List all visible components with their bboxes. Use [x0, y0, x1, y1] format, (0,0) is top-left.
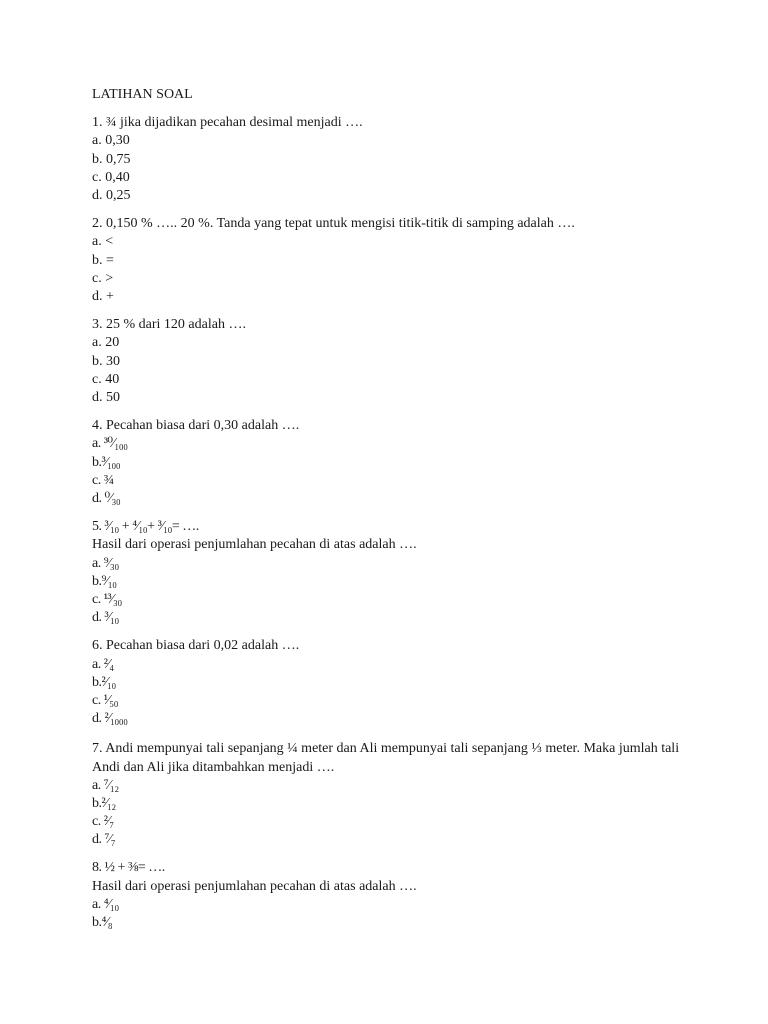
answer-option: b. = — [92, 252, 114, 268]
question-text: 2. 0,150 % ….. 20 %. Tanda yang tepat untuk mengisi titik-titik di samping adalah …. — [92, 216, 575, 232]
answer-option: b.²⁄₁₂ — [92, 795, 116, 811]
answer-option: a. ²⁄₄ — [92, 656, 114, 672]
question-text: 5. ³⁄₁₀ + ⁴⁄₁₀+ ³⁄₁₀= …. — [92, 519, 199, 535]
answer-option: a. ⁷⁄₁₂ — [92, 777, 119, 793]
question-text: 7. Andi mempunyai tali sepanjang ¼ meter dan Ali mempunyai tali sepanjang ⅓ meter. Maka jumlah tali Andi dan Ali jika ditambahkan menjadi …. — [92, 740, 680, 775]
question-text: 8. ½ + ⅜= …. — [92, 860, 165, 876]
question-8 — [92, 859, 692, 932]
answer-option: d. 0,25 — [92, 188, 131, 204]
answer-option: a. ⁹⁄₃₀ — [92, 555, 119, 571]
question-3 — [92, 316, 692, 407]
question-6 — [92, 637, 692, 728]
answer-option: b. 30 — [92, 353, 120, 369]
question-4 — [92, 417, 692, 508]
answer-option: d. ⁷⁄₇ — [92, 832, 116, 848]
answer-option: c. > — [92, 270, 114, 286]
document-content — [92, 86, 692, 932]
answer-option: b.³⁄₁₀₀ — [92, 454, 121, 470]
answer-option: a. 0,30 — [92, 133, 130, 149]
answer-option: d. ³⁄₁₀ — [92, 610, 119, 626]
answer-option: d. ²⁄₁₀₀₀ — [92, 711, 128, 727]
answer-option: a. ³⁰⁄₁₀₀ — [92, 436, 128, 452]
question-5 — [92, 518, 692, 627]
question-text: 6. Pecahan biasa dari 0,02 adalah …. — [92, 638, 300, 654]
question-subtext: Hasil dari operasi penjumlahan pecahan di atas adalah …. — [92, 537, 417, 553]
answer-option: c. ¹⁄₅₀ — [92, 693, 119, 709]
question-text: 3. 25 % dari 120 adalah …. — [92, 317, 246, 333]
question-1 — [92, 114, 692, 205]
answer-option: d. + — [92, 289, 114, 305]
answer-option: b.⁴⁄₈ — [92, 914, 113, 930]
answer-option: c. ¹³⁄₃₀ — [92, 592, 122, 608]
question-2 — [92, 215, 692, 306]
answer-option: b.⁹⁄₁₀ — [92, 573, 117, 589]
answer-option: a. < — [92, 234, 114, 250]
answer-option: c. ²⁄₇ — [92, 813, 114, 829]
question-text: 4. Pecahan biasa dari 0,30 adalah …. — [92, 418, 300, 434]
question-subtext: Hasil dari operasi penjumlahan pecahan di atas adalah …. — [92, 878, 417, 894]
answer-option: b. 0,75 — [92, 151, 131, 167]
answer-option: b.²⁄₁₀ — [92, 674, 116, 690]
question-7 — [92, 739, 692, 850]
answer-option: a. ⁴⁄₁₀ — [92, 896, 119, 912]
answer-option: d. 50 — [92, 390, 120, 406]
answer-option: c. 40 — [92, 371, 120, 387]
answer-option: d. ⁰⁄₃₀ — [92, 491, 121, 507]
answer-option: a. 20 — [92, 335, 120, 351]
answer-option: c. ¾ — [92, 472, 114, 488]
answer-option: c. 0,40 — [92, 169, 130, 185]
question-text: 1. ¾ jika dijadikan pecahan desimal menjadi …. — [92, 115, 363, 131]
document-title: LATIHAN SOAL — [92, 87, 193, 102]
